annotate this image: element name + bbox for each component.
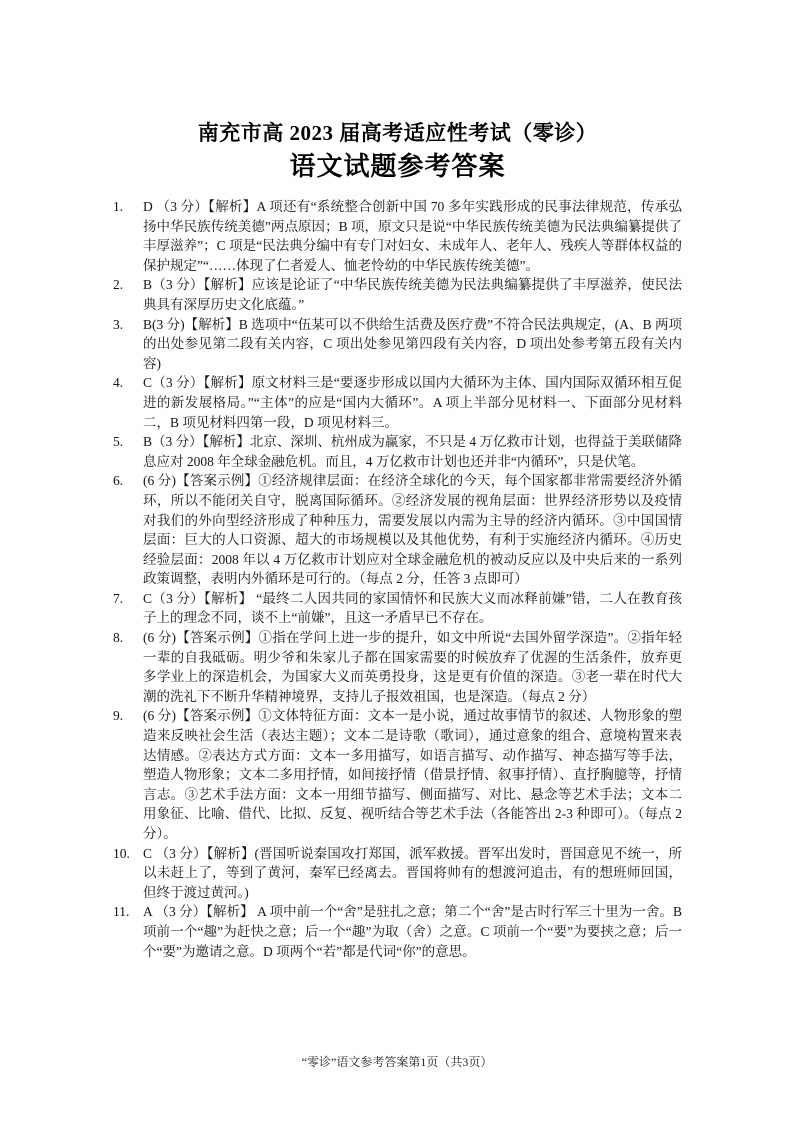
answer-item-4 bbox=[113, 373, 682, 432]
answer-text: (6 分)【答案示例】①指在学问上进一步的提升，如文中所说“去国外留学深造”。②指年轻一辈的自我砥砺。明少爷和朱家儿子都在国家需要的时候放弃了优渥的生活条件，放弃更多学业上的深造机会，为国家大义而英勇投身，这是更有价值的深造。③老一辈在时代大潮的洗礼下不断升华精神境界，支持儿子报效祖国，也是深造。（每点 2 分） bbox=[143, 630, 682, 704]
answer-number: 11. bbox=[113, 904, 130, 920]
answer-text: C（3 分）【解析】 “最终二人因共同的家国情怀和民族大义而冰释前嫌”错，二人在教育孩子上的理念不同，谈不上“前嫌”，且这一矛盾早已不存在。 bbox=[143, 590, 682, 626]
answer-item-10 bbox=[113, 844, 682, 903]
exam-title: 南充市高 2023 届高考适应性考试（零诊） bbox=[197, 121, 598, 145]
answer-text: (6 分)【答案示例】①经济规律层面：在经济全球化的今天，每个国家都非常需要经济外循环，所以不能闭关自守，脱离国际循环。②经济发展的视角层面：世界经济形势以及疫情对我们的外向型经济形成了种种压力，需要发展以内需为主导的经济内循环。③中国国情层面：巨大的人口资源、超大的市场规模以及其他优势，有利于实施经济内循环。④历史经验层面：2008 年以 4 万亿救市计划应对全球金融危机的被动反应以及中央后来的一系列政策调整，表明内外循环是可行的。（每点 2 分，任答 3 点即可） bbox=[143, 473, 682, 587]
answer-item-7 bbox=[113, 589, 682, 628]
answer-item-8 bbox=[113, 628, 682, 706]
page-footer: “零诊”语文参考答案第1页（共3页） bbox=[301, 1055, 493, 1069]
answer-item-1 bbox=[113, 197, 682, 275]
answer-item-3 bbox=[113, 315, 682, 374]
answer-number: 9. bbox=[113, 708, 124, 724]
answer-number: 6. bbox=[113, 473, 124, 489]
answer-text: B(3 分)【解析】B 选项中“伍某可以不供给生活费及医疗费”不符合民法典规定，(A、B 两项的出处参见第二段有关内容，C 项出处参见第四段有关内容，D 项出处参考第五段有关内容) bbox=[143, 316, 682, 371]
answer-list bbox=[113, 197, 682, 961]
answer-item-11 bbox=[113, 902, 682, 961]
answer-number: 7. bbox=[113, 590, 124, 606]
answer-text: A （3 分）【解析】 A 项中前一个“舍”是驻扎之意；第二个“舍”是古时行军三十里为一舍。B 项前一个“趣”为赶快之意；后一个“趣”为取（舍）之意。C 项前一个“要”为要挟之意；后一个“要”为邀请之意。D 项两个“若”都是代词“你”的意思。 bbox=[143, 904, 682, 959]
answer-text: D （3 分）【解析】A 项还有“系统整合创新中国 70 多年实践形成的民事法律规范，传承弘扬中华民族传统美德”两点原因；B 项，原文只是说“中华民族传统美德为民法典编纂提供了丰厚滋养”；C 项是“民法典分编中有专门对妇女、未成年人、老年人、残疾人等群体权益的保护规定”“……体现了仁者爱人、恤老怜幼的中华民族传统美德”。 bbox=[143, 199, 682, 273]
answer-text: (6 分)【答案示例】①文体特征方面：文本一是小说，通过故事情节的叙述、人物形象的塑造来反映社会生活（表达主题）；文本二是诗歌（歌词），通过意象的组合、意境构置来表达情感。②表达方式方面：文本一多用描写，如语言描写、动作描写、神态描写等手法，塑造人物形象；文本二多用抒情，如间接抒情（借景抒情、叙事抒情）、直抒胸臆等，抒情言志。③艺术手法方面：文本一用细节描写、侧面描写、对比、悬念等艺术手法；文本二用象征、比喻、借代、比拟、反复、视听结合等艺术手法（各能答出 2-3 种即可）。（每点 2 分）。 bbox=[143, 708, 682, 841]
answer-item-2 bbox=[113, 275, 682, 314]
answer-number: 4. bbox=[113, 375, 124, 391]
answer-text: B（3 分）【解析】应该是论证了“中华民族传统美德为民法典编纂提供了丰厚滋养，使民法典具有深厚历史文化底蕴。” bbox=[143, 277, 682, 312]
answer-number: 2. bbox=[113, 277, 124, 293]
answer-item-9 bbox=[113, 706, 682, 843]
answer-text: C （3 分）【解析】(晋国听说秦国攻打郑国，派军救援。晋军出发时，晋国意见不统一，所以未赶上了，等到了黄河，秦军已经离去。晋国将帅有的想渡河追击，有的想班师回国，但终于渡过黄河。) bbox=[143, 845, 682, 900]
answer-number: 8. bbox=[113, 630, 124, 646]
answers-title: 语文试题参考答案 bbox=[289, 152, 506, 181]
answer-item-5 bbox=[113, 432, 682, 471]
answer-number: 5. bbox=[113, 434, 124, 450]
answer-number: 1. bbox=[113, 199, 124, 214]
answer-text: C（3 分）【解析】原文材料三是“要逐步形成以国内大循环为主体、国内国际双循环相互促进的新发展格局。”“主体”的应是“国内大循环”。A 项上半部分见材料一、下面部分见材料二，B 项见材料四第一段，D 项见材料三。 bbox=[143, 375, 682, 430]
answer-item-6 bbox=[113, 471, 682, 589]
answer-number: 10. bbox=[113, 845, 130, 861]
answer-text: B（3 分）【解析】北京、深圳、杭州成为赢家，不只是 4 万亿救市计划，也得益于美联储降息应对 2008 年全球金融危机。而且，4 万亿救市计划也还并非“内循环”，只是伏笔。 bbox=[143, 434, 682, 469]
answer-number: 3. bbox=[113, 316, 124, 332]
